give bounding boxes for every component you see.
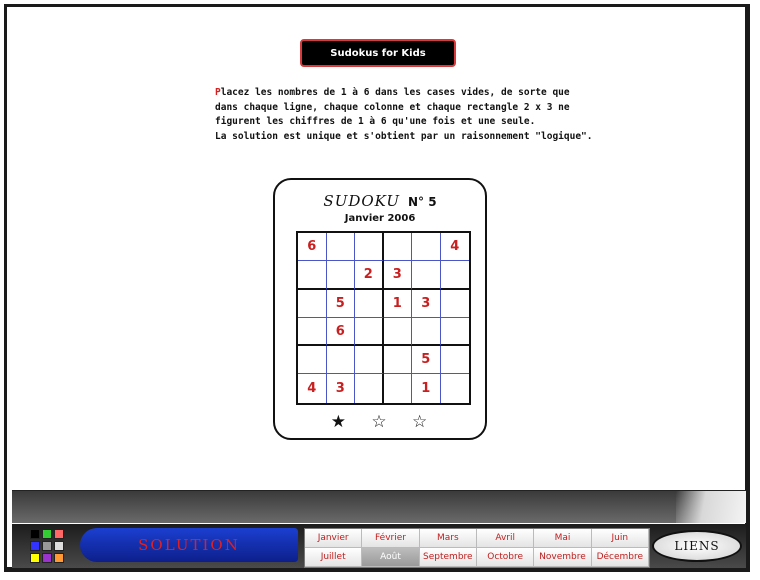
grid-cell-r1-c3[interactable] [355,233,384,261]
instruction-text-1: lacez les nombres de 1 à 6 dans les cases vides, de sorte que [220,87,570,98]
grid-cell-r5-c1[interactable] [298,346,327,374]
month-4[interactable]: Mai [534,529,591,548]
grid-cell-r3-c2[interactable]: 5 [327,290,356,318]
color-swatch[interactable] [54,529,64,539]
grid-cell-r3-c6[interactable] [441,290,470,318]
color-swatch[interactable] [54,553,64,563]
grid-cell-r1-c5[interactable] [412,233,441,261]
grid-cell-r4-c1[interactable] [298,318,327,346]
grid-cell-r1-c4[interactable] [384,233,413,261]
instruction-initial: P [215,87,221,98]
instruction-line-4: La solution est unique et s'obtient par un raisonnement "logique". [215,130,593,142]
grid-cell-r5-c2[interactable] [327,346,356,374]
month-selector [304,528,650,568]
grid-cell-r6-c1[interactable]: 4 [298,374,327,402]
grid-cell-r6-c3[interactable] [355,374,384,402]
sudoku-number: N° 5 [407,195,437,209]
color-swatch[interactable] [30,541,40,551]
color-palette [30,529,74,563]
color-swatch[interactable] [42,529,52,539]
grid-cell-r6-c6[interactable] [441,374,470,402]
sudoku-grid [296,231,471,405]
month-10[interactable]: Novembre [534,548,591,567]
instruction-line-3: figurent les chiffres de 1 à 6 qu'une fois et une seule. [215,116,536,127]
grid-cell-r5-c6[interactable] [441,346,470,374]
sudoku-date: Janvier 2006 [344,213,416,224]
difficulty-rating: ★ ☆ ☆ [330,412,438,432]
grid-cell-r3-c1[interactable] [298,290,327,318]
month-5[interactable]: Juin [592,529,649,548]
grid-cell-r2-c3[interactable]: 2 [355,261,384,289]
month-7[interactable]: Août [362,548,419,567]
grid-cell-r6-c5[interactable]: 1 [412,374,441,402]
color-swatch[interactable] [54,541,64,551]
grid-cell-r2-c5[interactable] [412,261,441,289]
month-9[interactable]: Octobre [477,548,534,567]
grid-cell-r4-c3[interactable] [355,318,384,346]
month-6[interactable]: Juillet [305,548,362,567]
color-swatch[interactable] [42,553,52,563]
sudoku-card [273,178,487,440]
sudoku-title [275,192,485,210]
color-swatch[interactable] [42,541,52,551]
instructions [215,86,593,144]
instruction-line-2: dans chaque ligne, chaque colonne et chaque rectangle 2 x 3 ne [215,101,570,113]
grid-cell-r2-c4[interactable]: 3 [384,261,413,289]
links-button[interactable]: LIENS [652,530,742,562]
sudoku-title-word: SUDOKU [323,192,400,210]
grid-cell-r5-c4[interactable] [384,346,413,374]
bottom-toolbar [12,524,746,568]
grid-cell-r4-c6[interactable] [441,318,470,346]
grid-cell-r1-c1[interactable]: 6 [298,233,327,261]
grid-cell-r1-c6[interactable]: 4 [441,233,470,261]
grid-cell-r4-c4[interactable] [384,318,413,346]
month-0[interactable]: Janvier [305,529,362,548]
instruction-line-1 [215,86,570,101]
color-swatch[interactable] [30,553,40,563]
month-1[interactable]: Février [362,529,419,548]
grid-cell-r2-c2[interactable] [327,261,356,289]
grid-cell-r3-c5[interactable]: 3 [412,290,441,318]
title-button[interactable]: Sudokus for Kids [300,39,456,67]
grid-cell-r6-c2[interactable]: 3 [327,374,356,402]
grid-cell-r4-c5[interactable] [412,318,441,346]
grid-cell-r1-c2[interactable] [327,233,356,261]
month-2[interactable]: Mars [420,529,477,548]
toolbar-top-strip [12,490,746,523]
grid-cell-r4-c2[interactable]: 6 [327,318,356,346]
month-3[interactable]: Avril [477,529,534,548]
grid-cell-r3-c3[interactable] [355,290,384,318]
grid-cell-r5-c3[interactable] [355,346,384,374]
toolbar-shine [676,491,746,523]
grid-cell-r3-c4[interactable]: 1 [384,290,413,318]
solution-button[interactable]: SOLUTION [80,528,298,562]
grid-cell-r2-c6[interactable] [441,261,470,289]
color-swatch[interactable] [30,529,40,539]
grid-cell-r6-c4[interactable] [384,374,413,402]
grid-cell-r5-c5[interactable]: 5 [412,346,441,374]
month-11[interactable]: Décembre [592,548,649,567]
grid-cell-r2-c1[interactable] [298,261,327,289]
month-8[interactable]: Septembre [420,548,477,567]
